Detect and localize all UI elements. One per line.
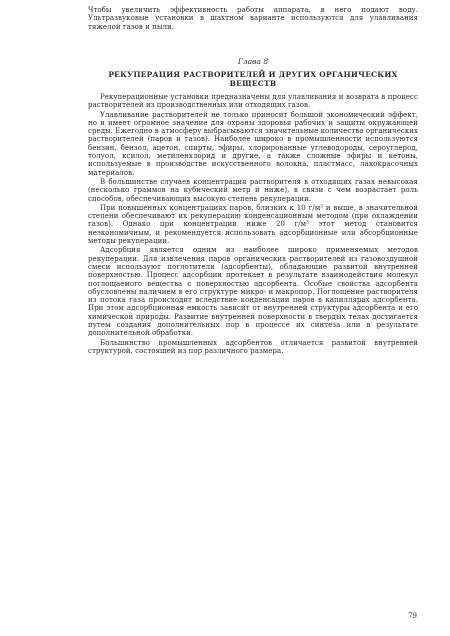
body-text-block <box>88 93 418 355</box>
paragraph-1: Рекуперационные установки предназначены для улавливания и возврата в процесс растворителей из производственных или отходящих газов. <box>88 93 418 110</box>
intro-text-block <box>88 6 418 31</box>
chapter-title: РЕКУПЕРАЦИЯ РАСТВОРИТЕЛЕЙ И ДРУГИХ ОРГАНИЧЕСКИХ ВЕЩЕСТВ <box>108 70 398 88</box>
intro-paragraph: Чтобы увеличить эффективность работы аппарата, в него подают воду. Ультразвуковые установки в шахтном варианте используются для улавливания тяжелой газов и пыли. <box>88 6 418 31</box>
paragraph-5: Адсорбция является одним из наиболее широко применяемых методов рекуперации. Для извлечения паров органических растворителей из газовоздушной смеси используют поглотители (адсорбенты), обладающие развитой внутренней поверхностью. Процесс адсорбции протекает в результате взаимодействия молекул поглощаемого вещества с поверхностью адсорбента. Особые свойства адсорбента обусловлены наличием в его структуре микро- и макропор. Поглощение растворителя из потока газа происходит вследствие конденсации паров в капиллярах адсорбента. При этом адсорбционная емкость зависит от внутренней структуры адсорбента и его химической природы. Развитие внутренней поверхности в твердых телах достигается путем создания дополнительных пор в процессе их синтеза или в результате дополнительной обработки. <box>88 246 418 338</box>
paragraph-6: Большинство промышленных адсорбентов отличается развитой внутренней структурой, состоящей из пор различного размера. <box>88 338 418 355</box>
chapter-label: Глава 8 <box>237 57 269 66</box>
page-number: 79 <box>408 612 417 620</box>
paragraph-2: Улавливание растворителей не только приносит большой экономический эффект, но и имеет огромное значение для охраны здоровья рабочих и защиты окружающей среды. Ежегодно в атмосферу выбрасываются значительные количества органических растворителей (паров и газов). Наиболее широко в промышленности используются бензин, бензол, ацетон, спирты, эфиры, хлорированные углеводороды, сероуглерод, толуол, ксилол, метиленхлорид и другие, а также сложные эфиры и кетоны, используемые в производстве искусственного волокна, пластмасс, лакокрасочных материалов. <box>88 110 418 177</box>
paragraph-3: В большинстве случаев концентрация растворителя в отходящих газах невысокая (несколько граммов на кубический метр и ниже), в связи с чем возрастает роль способов, обеспечивающих высокую степень рекуперации. <box>88 177 418 203</box>
paragraph-4: При повышенных концентрациях паров, близких к 10 г/м³ и выше, в значительной степени обеспечивают их рекуперацию конденсационным методом (при охлаждении газов). Однако при концентрации ниже 20 г/м³ этот метод становится неэкономичным, и рекомендуется использовать адсорбционные или абсорбционные методы рекуперации. <box>88 203 418 246</box>
